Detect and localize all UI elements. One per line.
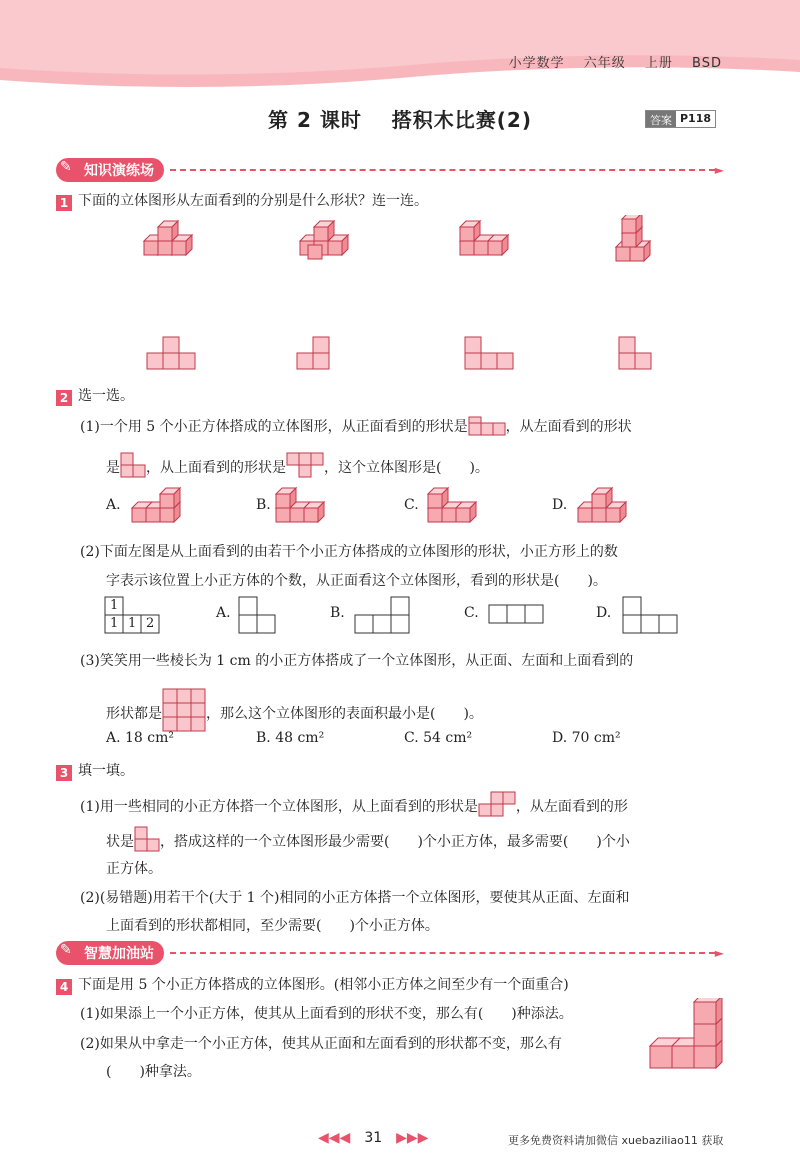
q2-1-text-e: ，这个立体图形是( )。 (324, 460, 489, 476)
prev-arrows-icon: ◀◀◀ (318, 1130, 351, 1146)
q2-2-opt-c-view (486, 604, 548, 626)
q2-2-opt-b-view (352, 596, 414, 636)
runner-icon: ✎ (60, 159, 72, 175)
q2-3-opt-a: A. 18 cm² (106, 730, 175, 746)
q2-2-opt-d-label: D. (596, 605, 612, 621)
q3-1-text-d: ，搭成这样的一个立体图形最少需要( )个小正方体，最多需要( )个小 (160, 834, 630, 850)
q2-3-text-c: ，那么这个立体图形的表面积最小是( )。 (206, 706, 483, 722)
q1-solid-4 (612, 215, 662, 269)
q3-1-top-view (478, 791, 516, 817)
footer (0, 1130, 800, 1150)
q3-1-text-c: 状是 (106, 834, 134, 850)
q2-1-top-view (286, 452, 324, 478)
grid-num-3: 1 (128, 616, 137, 631)
q2-3-opt-d: D. 70 cm² (552, 730, 621, 746)
q2-1-opt-d-label: D. (552, 497, 568, 513)
section-divider (170, 169, 715, 171)
footer-promo: 更多免费资料请加微信 xuebaziliao11 获取 (508, 1134, 724, 1147)
q2-1-text-d: ，从上面看到的形状是 (146, 460, 286, 476)
q2-number: 2 (56, 390, 72, 406)
q2-1-line-b (106, 452, 489, 478)
q2-1-front-view (468, 416, 506, 436)
q2-3-line-a: (3)笑笑用一些棱长为 1 cm 的小正方体搭成了一个立体图形，从正面、左面和上面看到的 (80, 653, 634, 669)
q1-view-4 (618, 336, 654, 372)
q3-number: 3 (56, 765, 72, 781)
answer-label: 答案 (646, 111, 676, 127)
q4-number: 4 (56, 979, 72, 995)
q2-1-opt-b-label: B. (256, 497, 271, 513)
q4-2-line-a: (2)如果从中拿走一个小正方体，使其从正面和左面看到的形状都不变，那么有 (80, 1036, 562, 1052)
q2-line (56, 385, 134, 406)
q3-text: 填一填。 (78, 763, 134, 779)
q2-3-opt-c: C. 54 cm² (404, 730, 473, 746)
q3-1-left-view (134, 826, 160, 852)
q2-3-opt-b: B. 48 cm² (256, 730, 325, 746)
runner-icon: ✎ (60, 942, 72, 958)
q1-solid-3 (456, 215, 518, 263)
q2-1-opt-a-solid (128, 482, 188, 528)
q4-1-line: (1)如果添上一个小正方体，使其从上面看到的形状不变，那么有( )种添法。 (80, 1006, 573, 1022)
q2-1-left-view (120, 452, 146, 478)
q2-3-line-b (106, 688, 483, 732)
header-edition: BSD (692, 56, 722, 71)
answer-page: P118 (680, 112, 712, 125)
q2-2-line-b: 字表示该位置上小正方体的个数，从正面看这个立体图形，看到的形状是( )。 (106, 573, 607, 589)
q2-2-opt-c-label: C. (464, 605, 479, 621)
grid-num-2: 1 (110, 616, 119, 631)
q3-1-line-c: 正方体。 (106, 861, 162, 877)
arrow-icon: ► (714, 946, 724, 960)
q2-1-opt-b-solid (272, 482, 332, 528)
section-challenge-label: 智慧加油站 (84, 946, 154, 962)
q2-1-text-b: ，从左面看到的形状 (505, 419, 632, 435)
page-number: 31 (364, 1130, 383, 1146)
next-arrows-icon: ▶▶▶ (396, 1130, 429, 1146)
q2-2-opt-a-label: A. (216, 605, 231, 621)
q2-1-text-c: 是 (106, 460, 120, 476)
q2-1-opt-a-label: A. (106, 497, 121, 513)
q3-1-text-b: ，从左面看到的形 (515, 799, 628, 815)
q1-line (56, 190, 428, 211)
q2-2-opt-a-view (238, 596, 280, 636)
page-number-wrap (318, 1130, 428, 1146)
q1-text: 下面的立体图形从左面看到的分别是什么形状？连一连。 (78, 193, 428, 209)
lesson-number: 第 2 课时 (267, 108, 362, 132)
grid-num-1: 1 (110, 598, 119, 613)
q3-1-text-a: (1)用一些相同的小正方体搭一个立体图形，从上面看到的形状是 (80, 799, 478, 815)
answer-tag (645, 110, 716, 128)
q3-2-line-a: (2)(易错题)用若干个(大于 1 个)相同的小正方体搭一个立体图形，要使其从正面、左面和 (80, 890, 630, 906)
arrow-icon: ► (714, 163, 724, 177)
q4-2-line-b: ( )种拿法。 (106, 1064, 201, 1080)
q4-text: 下面是用 5 个小正方体搭成的立体图形。(相邻小正方体之间至少有一个面重合) (78, 977, 569, 993)
q3-line (56, 760, 134, 781)
q4-line (56, 974, 569, 995)
section-challenge-pill (56, 941, 164, 965)
lesson-name: 搭积木比赛(2) (391, 108, 532, 132)
section-challenge (56, 941, 724, 965)
q2-1-text-a: (1)一个用 5 个小正方体搭成的立体图形，从正面看到的形状是 (80, 419, 468, 435)
q3-1-line-b (106, 826, 630, 852)
q2-1-opt-d-solid (574, 482, 634, 528)
q1-solid-2 (296, 215, 358, 263)
q2-2-opt-b-label: B. (330, 605, 345, 621)
q1-view-2 (296, 336, 332, 372)
header-grade: 六年级 (583, 56, 626, 71)
section-practice-label: 知识演练场 (84, 163, 154, 179)
section-divider (170, 952, 715, 954)
q1-view-1 (146, 336, 198, 372)
section-practice-pill (56, 158, 164, 182)
q2-1-opt-c-solid (424, 482, 484, 528)
q2-1-line-a (80, 416, 632, 436)
q2-2-line-a: (2)下面左图是从上面看到的由若干个小正方体搭成的立体图形的形状，小正方形上的数 (80, 544, 618, 560)
q2-1-opt-c-label: C. (404, 497, 419, 513)
header-band (0, 0, 800, 95)
q3-1-line-a (80, 791, 628, 817)
q1-number: 1 (56, 195, 72, 211)
section-practice (56, 158, 724, 182)
header-subject: 小学数学 (508, 56, 565, 71)
q2-2-opt-d-view (620, 596, 684, 636)
q1-solid-1 (140, 215, 202, 263)
header-info (495, 52, 722, 71)
q3-2-line-b: 上面看到的形状都相同，至少需要( )个小正方体。 (106, 918, 439, 934)
q2-3-view (162, 688, 206, 732)
q4-solid (648, 998, 724, 1070)
q2-text: 选一选。 (78, 388, 134, 404)
header-term: 上册 (644, 56, 673, 71)
q1-view-3 (464, 336, 516, 372)
q2-3-text-b: 形状都是 (106, 706, 162, 722)
grid-num-4: 2 (146, 616, 155, 631)
